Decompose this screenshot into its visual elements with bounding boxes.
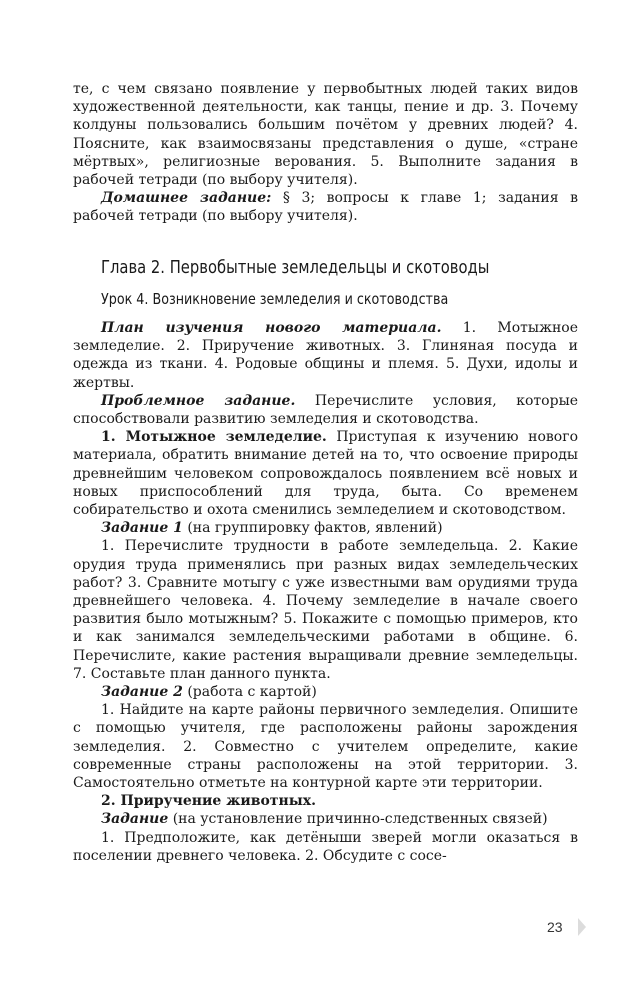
top-text-block [73,80,578,226]
task-1-text: 1. Перечислите трудности в работе земледельца. 2. Какие орудия труда применялись при разных видах земледельческих работ? 3. Сравните мотыгу с уже известными вам орудиями труда древнейшего человека. 4. Почему земледелие в начале своего развития было мотыжным? 5. Покажите с помощью примеров, кто и как занимался земледельческими работами в общине. 6. Перечислите, какие растения выращивали древние земледельцы. 7. Составьте план данного пункта. [73,538,578,682]
page-arrow-icon [578,918,586,936]
task-3-note: (на установление причинно-следственных связей) [168,811,548,828]
task-3-heading [73,810,578,828]
task-1-note: (на группировку фактов, явлений) [182,520,443,537]
task-2-text: 1. Найдите на карте районы первичного земледелия. Опишите с помощью учителя, где расположены районы зарождения земледелия. 2. Совместно с учителем определите, какие современные страны расположены на этой территории. 3. Самостоятельно отметьте на контурной карте эти территории. [73,702,578,792]
problem-text: Перечислите условия, которые способствовали развитию земледелия и скотоводства. [73,392,578,428]
task-2-heading [73,683,578,701]
task-3-text: 1. Предположите, как детёныши зверей могли оказаться в поселении древнего человека. 2. Обсудите с сосе- [73,829,578,864]
plan-paragraph [73,319,578,392]
section-1-heading: 1. Мотыжное земледелие. [101,429,327,446]
problem-label: Проблемное задание. [101,392,296,409]
homework-label: Домашнее задание: [101,190,272,207]
plan-label: План изучения нового материала. [101,320,442,336]
paragraph-questions-end: те, с чем связано появление у первобытных людей таких видов художественной деятельности, как танцы, пение и др. 3. Почему колдуны пользовались большим почётом у древних людей? 4. Поясните, как взаимосвязаны представления о душе, «стране мёртвых», религиозные верования. 5. Выполните задания в рабочей тетради (по выбору учителя). [73,81,578,189]
problem-paragraph [73,392,578,428]
homework-text: § 3; вопросы к главе 1; задания в рабочей тетради (по выбору учителя). [73,190,578,225]
section-2-label: 2. Приручение животных. [101,793,316,810]
lesson-title: Урок 4. Возникновение земледелия и скотоводства [101,290,449,308]
section-2-heading [73,792,578,810]
task-2-label: Задание 2 [101,684,183,701]
task-1-label: Задание 1 [101,520,183,537]
homework-paragraph [73,189,578,225]
section-1-text: Приступая к изучению нового материала, обратить внимание детей на то, что освоение природы древнейшим человеком сопровождалось появлением всё новых и новых приспособлений для труда, быта. Со временем собирательство и охота сменились земледелием и скотоводством. [73,429,578,519]
lesson-body [73,319,578,865]
chapter-title: Глава 2. Первобытные земледельцы и скотоводы [101,257,490,278]
task-1-heading [73,519,578,537]
section-1-paragraph [73,428,578,519]
plan-text: 1. Мотыжное земледелие. 2. Приручение животных. 3. Глиняная посуда и одежда из ткани. 4. Родовые общины и племя. 5. Духи, идолы и жертвы. [73,320,578,391]
page-number: 23 [547,919,563,935]
task-3-label: Задание [101,811,169,828]
task-2-note: (работа с картой) [182,684,317,701]
